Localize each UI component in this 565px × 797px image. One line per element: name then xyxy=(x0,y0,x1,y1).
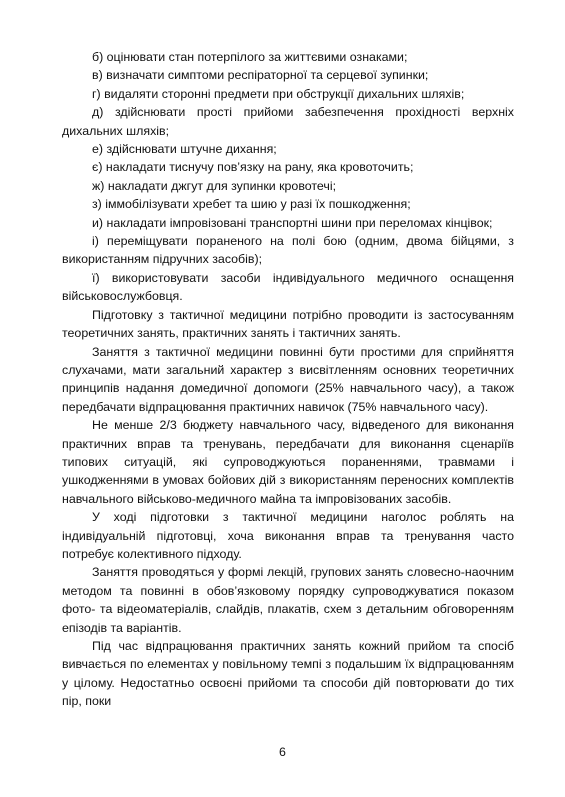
list-item: и) накладати імпровізовані транспортні шини при переломах кінцівок; xyxy=(92,215,493,230)
paragraph: Підготовку з тактичної медицини потрібно проводити із застосуванням теоретичних занять, практичних занять і тактичних занять. xyxy=(62,307,514,341)
list-item: б) оцінювати стан потерпілого за життєвими ознаками; xyxy=(92,50,408,64)
page-number: 6 xyxy=(279,745,286,759)
list-item: е) здійснювати штучне дихання; xyxy=(92,142,277,157)
list-item: ї) використовувати засоби індивідуального медичного оснащення військовослужбовця. xyxy=(62,270,514,304)
list-item: г) видаляти сторонні предмети при обструкції дихальних шляхів; xyxy=(92,86,465,101)
list-item: є) накладати тиснучу пов’язку на рану, яка кровоточить; xyxy=(92,160,414,175)
paragraph: У ході підготовки з тактичної медицини наголос роблять на індивідуальній підготовці, хоча виконання вправ та тренування часто потребує колективного підходу. xyxy=(62,510,514,561)
paragraph: Під час відпрацювання практичних занять кожний прийом та спосіб вивчається по елементах у повільному темпі з подальшим їх відпрацюванням у цілому. Недостатньо освоєні прийоми та способи дій повторювати до тих пір, поки xyxy=(62,639,514,709)
list-item: ж) накладати джгут для зупинки кровотечі; xyxy=(92,178,337,193)
paragraph: Заняття проводяться у формі лекцій, групових занять словесно-наочним методом та повинні в обов’язковому порядку супроводжуватися показом фото- та відеоматеріалів, слайдів, плакатів, схем з детальним обговоренням епізодів та варіантів. xyxy=(62,565,514,635)
paragraph: Не менше 2/3 бюджету навчального часу, відведеного для виконання практичних вправ та тренувань, передбачати для виконання сценаріїв типових ситуацій, які супроводжуються пораненнями, травмами і ушкодженнями в умовах бойових дій з використанням переносних комплектів навчального військово-медичного майна та імпровізованих засобів. xyxy=(62,418,514,506)
list-item: і) переміщувати пораненого на полі бою (одним, двома бійцями, з використанням підручних засобів); xyxy=(62,234,514,267)
paragraph: Заняття з тактичної медицини повинні бути простими для сприйняття слухачами, мати загальний характер з висвітленням основних теоретичних принципів надання домедичної допомоги (25% навчального часу), а також передбачати відпрацювання практичних навичок (75% навчального часу). xyxy=(62,344,514,414)
list-item: з) іммобілізувати хребет та шию у разі їх пошкодження; xyxy=(92,197,411,212)
body-text xyxy=(62,48,514,711)
list-item: в) визначати симптоми респіраторної та серцевої зупинки; xyxy=(92,68,429,83)
list-item: д) здійснювати прості прийоми забезпечення прохідності верхніх дихальних шляхів; xyxy=(62,105,514,138)
